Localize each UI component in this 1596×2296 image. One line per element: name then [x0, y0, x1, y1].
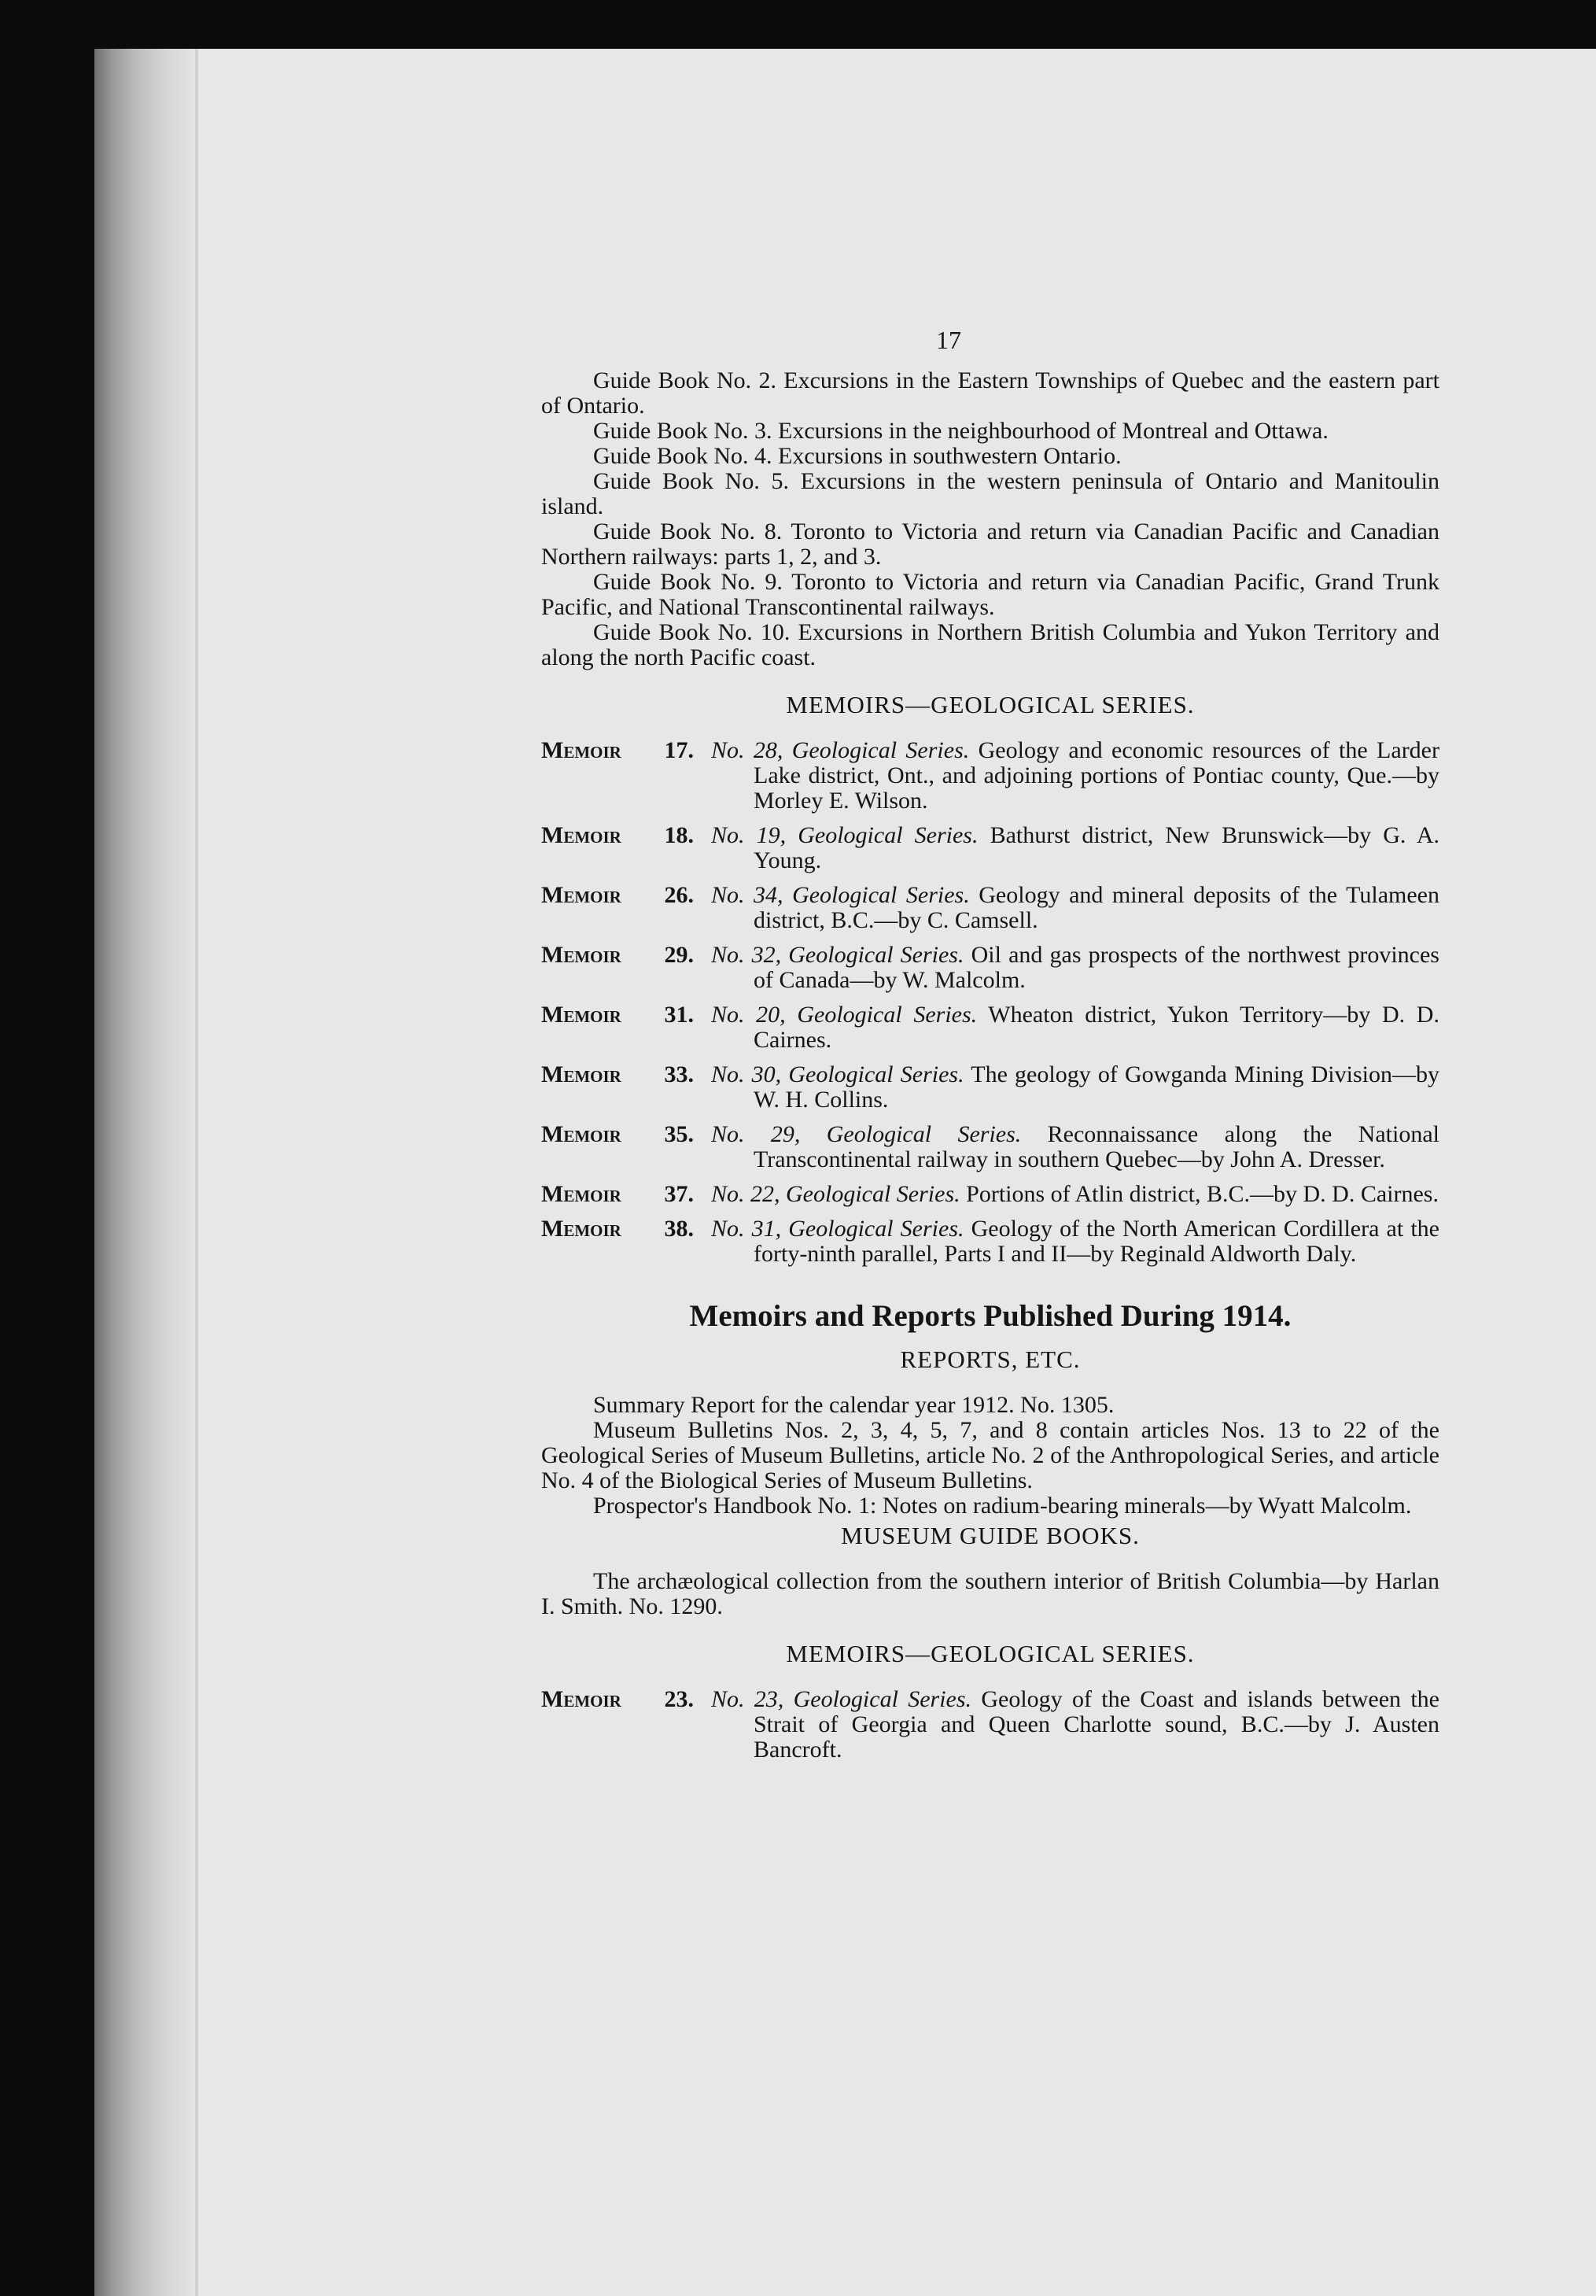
memoir-description: [711, 1216, 1439, 1267]
guide-book-entry: Guide Book No. 10. Excursions in Northern British Columbia and Yukon Territory and along the north Pacific coast.: [541, 619, 1439, 670]
memoir-title: Geology and mineral deposits of the Tulameen district, B.C.—by C. Camsell.: [754, 882, 1439, 933]
guide-book-entry: Guide Book No. 2. Excursions in the Eastern Townships of Quebec and the eastern part of Ontario.: [541, 367, 1439, 419]
memoir-label: Memoir 31.: [541, 1002, 694, 1028]
guide-book-entry: Guide Book No. 8. Toronto to Victoria and return via Canadian Pacific and Canadian Northern railways: parts 1, 2, and 3.: [541, 519, 1439, 570]
series-number: No. 22, Geological Series.: [711, 1181, 960, 1207]
memoir-title: Geology and economic resources of the Larder Lake district, Ont., and adjoining portions of Pontiac county, Que.—by Morley E. Wilson.: [754, 737, 1439, 814]
memoir-description: [711, 1002, 1439, 1053]
memoir-label: Memoir 23.: [541, 1686, 694, 1712]
memoir-title: Bathurst district, New Brunswick—by G. A. Young.: [754, 822, 1439, 873]
memoir-entry: [541, 1062, 1439, 1113]
memoir-description: [711, 943, 1439, 993]
section-heading-memoirs: MEMOIRS—GEOLOGICAL SERIES.: [786, 1640, 1195, 1667]
memoir-title: Oil and gas prospects of the northwest provinces of Canada—by W. Malcolm.: [754, 942, 1439, 993]
memoir-entry: [541, 823, 1439, 873]
series-number: No. 31, Geological Series.: [711, 1216, 964, 1242]
memoir-title: Reconnaissance along the National Transcontinental railway in southern Quebec—by John A. Dresser.: [754, 1121, 1439, 1172]
memoir-title: Geology of the Coast and islands between the Strait of Georgia and Queen Charlotte sound, B.C.—by J. Austen Bancroft.: [754, 1686, 1439, 1763]
series-number: No. 30, Geological Series.: [711, 1061, 964, 1087]
memoir-description: [711, 823, 1439, 873]
memoir-label: Memoir 37.: [541, 1181, 694, 1207]
memoir-entry: [541, 1687, 1439, 1763]
memoir-label: Memoir 26.: [541, 882, 694, 908]
memoir-description: [711, 1122, 1439, 1172]
memoir-entry: [541, 738, 1439, 814]
guide-book-entry: Guide Book No. 4. Excursions in southwestern Ontario.: [593, 443, 1122, 469]
guide-book-entry: Guide Book No. 9. Toronto to Victoria and return via Canadian Pacific, Grand Trunk Pacific, and National Transcontinental railways.: [541, 569, 1439, 620]
memoir-entry: [541, 1122, 1439, 1172]
memoir-title: Wheaton district, Yukon Territory—by D. D. Cairnes.: [754, 1002, 1439, 1053]
series-number: No. 28, Geological Series.: [711, 737, 970, 763]
series-number: No. 23, Geological Series.: [711, 1686, 972, 1712]
memoir-title: Geology of the North American Cordillera at the forty-ninth parallel, Parts I and II—by Reginald Aldworth Daly.: [754, 1216, 1439, 1267]
memoir-description: [711, 1687, 1439, 1763]
page-binding-edge: [195, 49, 198, 2296]
guide-book-list: [541, 368, 1439, 670]
series-number: No. 32, Geological Series.: [711, 942, 964, 968]
memoir-entry: [541, 1216, 1439, 1267]
memoir-description: [711, 1062, 1439, 1113]
report-entry: Museum Bulletins Nos. 2, 3, 4, 5, 7, and 8 contain articles Nos. 13 to 22 of the Geological Series of Museum Bulletins, article No. 2 of the Anthropological Series, and article No. 4 of the Biological Series of Museum Bulletins.: [541, 1417, 1439, 1493]
memoir-label: Memoir 33.: [541, 1061, 694, 1087]
guide-book-entry: Guide Book No. 3. Excursions in the neighbourhood of Montreal and Ottawa.: [593, 418, 1329, 444]
page-binding-shadow: [94, 49, 197, 2296]
memoir-description: [711, 883, 1439, 933]
memoir-list: [541, 1687, 1439, 1763]
section-heading-memoirs: MEMOIRS—GEOLOGICAL SERIES.: [786, 691, 1195, 718]
memoir-label: Memoir 38.: [541, 1216, 694, 1242]
report-entry: Summary Report for the calendar year 1912. No. 1305.: [593, 1392, 1115, 1418]
series-number: No. 20, Geological Series.: [711, 1002, 978, 1028]
memoir-label: Memoir 17.: [541, 737, 694, 763]
memoir-entry: [541, 1182, 1439, 1207]
series-number: No. 34, Geological Series.: [711, 882, 970, 908]
main-heading: Memoirs and Reports Published During 1914.: [689, 1299, 1292, 1333]
series-number: No. 19, Geological Series.: [711, 822, 979, 848]
report-entry: Prospector's Handbook No. 1: Notes on radium-bearing minerals—by Wyatt Malcolm.: [593, 1493, 1412, 1519]
memoir-entry: [541, 1002, 1439, 1053]
memoir-description: [711, 1182, 1439, 1207]
museum-guide-list: [541, 1569, 1439, 1619]
memoir-label: Memoir 29.: [541, 942, 694, 968]
section-heading-reports: REPORTS, ETC.: [900, 1345, 1081, 1373]
memoir-list: [541, 738, 1439, 1267]
memoir-entry: [541, 943, 1439, 993]
section-heading-museum-guide-books: MUSEUM GUIDE BOOKS.: [841, 1522, 1140, 1549]
series-number: No. 29, Geological Series.: [711, 1121, 1022, 1147]
memoir-title: The geology of Gowganda Mining Division—by W. H. Collins.: [754, 1061, 1439, 1113]
page-content: [541, 368, 1439, 1772]
memoir-title: Portions of Atlin district, B.C.—by D. D. Cairnes.: [966, 1181, 1439, 1207]
page-number: 17: [936, 326, 961, 354]
memoir-description: [711, 738, 1439, 814]
museum-guide-entry: The archæological collection from the southern interior of British Columbia—by Harlan I. Smith. No. 1290.: [541, 1568, 1439, 1619]
reports-list: [541, 1393, 1439, 1519]
memoir-label: Memoir 35.: [541, 1121, 694, 1147]
memoir-label: Memoir 18.: [541, 822, 694, 848]
guide-book-entry: Guide Book No. 5. Excursions in the western peninsula of Ontario and Manitoulin island.: [541, 468, 1439, 519]
memoir-entry: [541, 883, 1439, 933]
